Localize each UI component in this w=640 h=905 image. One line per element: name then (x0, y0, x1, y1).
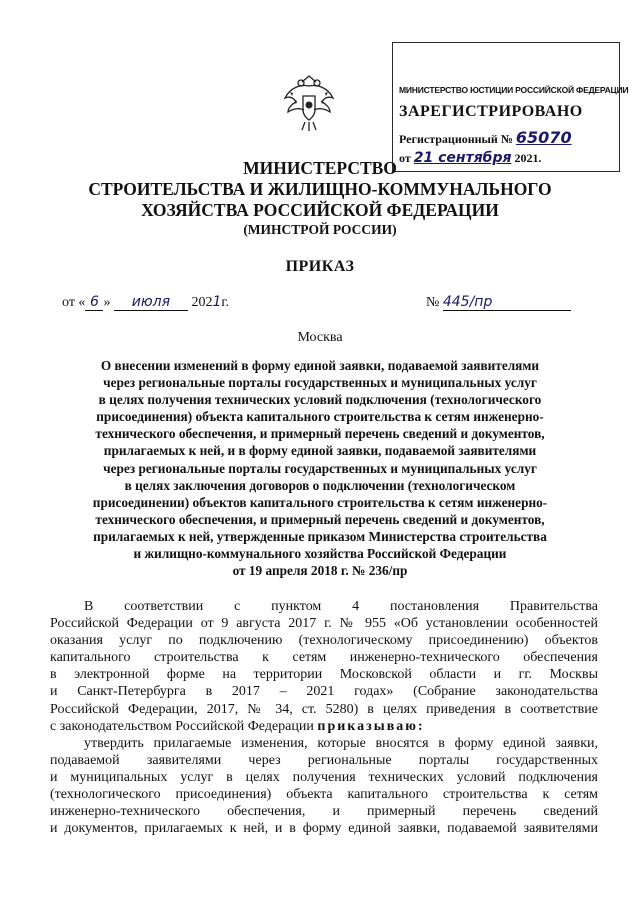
body-line: оказания услуг по подключению (технологическому присоединению) объектов (50, 633, 598, 649)
order-number (426, 294, 571, 311)
title-line: присоединении) объектов капитального строительства к сетям инженерно- (92, 494, 548, 510)
registration-stamp (392, 42, 629, 172)
body-line: Российской Федерации, 2017, № 34, ст. 5280) в целях приведения в соответствие (50, 701, 598, 717)
body-line: в электронной форме на территории Московской области и гг. Москвы (50, 667, 598, 683)
body-line: и документов, прилагаемых к ней, и в форму единой заявки, подаваемой заявителями (50, 821, 598, 837)
title-line: в целях получения технических условий подключения (технологического (98, 392, 542, 408)
body-line: и муниципальных услуг в целях получения технических условий подключения (50, 769, 598, 785)
title-line: от 19 апреля 2018 г. № 236/пр (232, 563, 408, 579)
coat-of-arms-emblem (282, 74, 336, 132)
order-date (62, 294, 229, 311)
body-line (50, 718, 598, 735)
body-line: капитального строительства к сетям инженерно-технического обеспечения (50, 650, 598, 666)
ministry-line: МИНИСТЕРСТВО (243, 158, 397, 178)
document-type: ПРИКАЗ (285, 258, 355, 275)
title-line: и жилищно-коммунального хозяйства Российской Федерации (133, 546, 507, 562)
title-line: прилагаемых к ней, и в форму единой заявки, подаваемой заявителями (103, 443, 537, 459)
stamp-status: ЗАРЕГИСТРИРОВАНО (399, 103, 583, 120)
stamp-registration-line (399, 128, 572, 147)
date-month: июля (114, 294, 188, 311)
order-title (40, 357, 600, 579)
date-year-suffix: г. (221, 295, 230, 310)
date-year-prefix: 202 (191, 295, 213, 310)
date-mid: » (103, 295, 111, 310)
number-value: 445/пр (443, 294, 571, 311)
body-line: и Санкт-Петербурга в 2017 – 2021 годах» (Собрание законодательства (50, 684, 598, 700)
ministry-short-name: (МИНСТРОЙ РОССИИ) (243, 222, 397, 237)
stamp-reg-label: Регистрационный № (399, 132, 513, 146)
body-line: В соответствии с пунктом 4 постановления Правительства (84, 599, 598, 614)
stamp-date-handwritten: 21 сентября (413, 150, 512, 166)
date-prefix: от « (62, 295, 86, 310)
body-line: (технологического присоединения) объекта капитального строительства к сетям (50, 787, 598, 803)
ministry-header (0, 158, 640, 221)
body-last-text: с законодательством Российской Федерации (50, 718, 314, 734)
title-line: технического обеспечения, и примерный перечень сведений и документов, (95, 426, 545, 442)
title-line: прилагаемых к ней, утвержденные приказом Министерства строительства (93, 528, 547, 544)
body-line: подаваемой заявителями через региональные порталы государственных (50, 752, 598, 768)
title-line: присоединения) объекта капитального строительства к сетям инженерно- (96, 409, 544, 425)
date-day: 6 (85, 294, 103, 311)
city: Москва (297, 330, 343, 345)
order-verb: приказываю: (317, 718, 425, 734)
body-line: утвердить прилагаемые изменения, которые вносятся в форму единой заявки, (84, 735, 598, 751)
title-line: технического обеспечения, и примерный перечень сведений и документов, (95, 511, 545, 527)
body-line: Российской Федерации от 9 августа 2017 г. № 955 «Об установлении особенностей (50, 616, 598, 632)
number-label: № (426, 295, 440, 310)
title-line: в целях заключения договоров о подключении (технологическом (124, 477, 516, 493)
stamp-reg-number: 65070 (515, 128, 572, 147)
date-year-digit: 1 (212, 294, 222, 310)
title-line: через региональные порталы государственных и муниципальных услуг (103, 460, 537, 476)
stamp-date-year: 2021. (514, 151, 542, 165)
title-line: О внесении изменений в форму единой заявки, подаваемой заявителями (100, 358, 540, 373)
ministry-line: ХОЗЯЙСТВА РОССИЙСКОЙ ФЕДЕРАЦИИ (141, 200, 499, 220)
title-line: через региональные порталы государственных и муниципальных услуг (103, 375, 537, 391)
order-body (50, 598, 598, 837)
ministry-line: СТРОИТЕЛЬСТВА И ЖИЛИЩНО-КОММУНАЛЬНОГО (88, 179, 552, 199)
stamp-ministry: МИНИСТЕРСТВО ЮСТИЦИИ РОССИЙСКОЙ ФЕДЕРАЦИИ (399, 85, 629, 95)
body-line: инженерно-технического обеспечения, и примерный перечень сведений (50, 804, 598, 820)
stamp-date-prefix: от (399, 151, 411, 165)
